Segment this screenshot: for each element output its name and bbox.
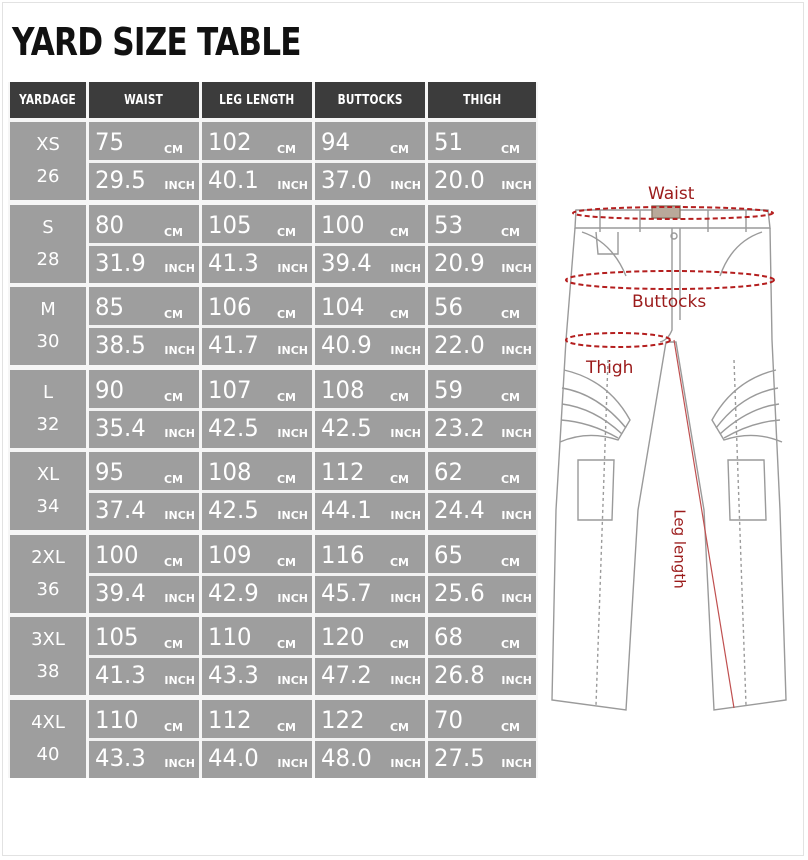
unit-cm: CM bbox=[389, 225, 409, 239]
unit-inch: INCH bbox=[277, 509, 308, 522]
leg-cell bbox=[202, 617, 312, 695]
thigh-cm-value: 56 bbox=[434, 293, 464, 321]
size-table bbox=[8, 82, 538, 778]
unit-cm: CM bbox=[163, 473, 183, 486]
unit-inch: INCH bbox=[390, 179, 421, 192]
unit-cm: CM bbox=[500, 638, 520, 651]
buttocks-cell bbox=[315, 370, 425, 448]
unit-cm: CM bbox=[276, 143, 296, 156]
pants-diagram bbox=[548, 180, 798, 740]
waist-cm-value: 85 bbox=[95, 293, 125, 321]
unit-cm: CM bbox=[389, 555, 409, 569]
waist-inch-value: 41.3 bbox=[95, 661, 146, 689]
unit-inch: INCH bbox=[390, 756, 421, 770]
waist-cell bbox=[89, 700, 199, 778]
unit-inch: INCH bbox=[277, 261, 308, 275]
unit-cm: CM bbox=[500, 555, 520, 569]
table-row bbox=[8, 535, 538, 613]
buttocks-inch-value: 40.9 bbox=[321, 331, 372, 359]
size-cell bbox=[10, 287, 86, 365]
cell-divider bbox=[315, 160, 425, 163]
cell-divider bbox=[202, 160, 312, 163]
thigh-cm-value: 62 bbox=[434, 458, 464, 486]
buttocks-cell bbox=[315, 535, 425, 613]
unit-cm: CM bbox=[500, 308, 520, 321]
unit-inch: INCH bbox=[501, 426, 532, 440]
waist-inch-value: 35.4 bbox=[95, 413, 146, 442]
size-cell bbox=[10, 452, 86, 530]
buttocks-cm-value: 122 bbox=[321, 705, 365, 734]
thigh-cm-value: 70 bbox=[434, 705, 464, 734]
thigh-measure bbox=[566, 333, 670, 347]
cell-divider bbox=[315, 243, 425, 246]
waist-cell bbox=[89, 205, 199, 283]
leg-cm-value: 108 bbox=[208, 458, 252, 486]
unit-inch: INCH bbox=[164, 674, 195, 687]
buttocks-measure bbox=[566, 271, 774, 289]
thigh-inch-value: 26.8 bbox=[434, 661, 485, 689]
unit-cm: CM bbox=[389, 473, 409, 486]
thigh-cell bbox=[428, 452, 536, 530]
cell-divider bbox=[89, 655, 199, 658]
size-number: 34 bbox=[36, 496, 60, 517]
unit-cm: CM bbox=[500, 143, 520, 156]
waist-cm-value: 105 bbox=[95, 623, 139, 651]
waist-cell bbox=[89, 535, 199, 613]
thigh-cell bbox=[428, 370, 536, 448]
unit-inch: INCH bbox=[390, 344, 421, 357]
waist-cm-value: 110 bbox=[95, 705, 139, 734]
buttocks-inch-value: 47.2 bbox=[321, 661, 372, 689]
cell-divider bbox=[202, 408, 312, 411]
thigh-cm-value: 65 bbox=[434, 540, 464, 569]
unit-inch: INCH bbox=[277, 756, 308, 770]
leg-inch-value: 41.3 bbox=[208, 248, 259, 277]
leg-cell bbox=[202, 205, 312, 283]
waist-cm-value: 100 bbox=[95, 540, 139, 569]
unit-inch: INCH bbox=[501, 674, 532, 687]
table-row bbox=[8, 617, 538, 695]
unit-cm: CM bbox=[500, 225, 520, 239]
thigh-inch-value: 23.2 bbox=[434, 413, 485, 442]
leg-cell bbox=[202, 287, 312, 365]
leg-cell bbox=[202, 535, 312, 613]
pants-outline bbox=[552, 206, 786, 710]
buttocks-inch-value: 42.5 bbox=[321, 413, 372, 442]
unit-cm: CM bbox=[276, 390, 296, 404]
thigh-inch-value: 20.9 bbox=[434, 248, 485, 277]
unit-inch: INCH bbox=[277, 344, 308, 357]
buttocks-cm-value: 104 bbox=[321, 293, 365, 321]
leg-inch-value: 40.1 bbox=[208, 166, 259, 194]
unit-inch: INCH bbox=[501, 591, 532, 605]
buttocks-cm-value: 108 bbox=[321, 375, 365, 404]
waist-cell bbox=[89, 370, 199, 448]
waist-cm-value: 75 bbox=[95, 128, 125, 156]
thigh-inch-value: 20.0 bbox=[434, 166, 485, 194]
leg-cm-value: 110 bbox=[208, 623, 252, 651]
unit-cm: CM bbox=[500, 473, 520, 486]
leg-cm-value: 102 bbox=[208, 128, 252, 156]
unit-cm: CM bbox=[163, 308, 183, 321]
cell-divider bbox=[428, 490, 536, 493]
waist-cm-value: 90 bbox=[95, 375, 125, 404]
cell-divider bbox=[428, 325, 536, 328]
cell-divider bbox=[202, 655, 312, 658]
unit-inch: INCH bbox=[164, 756, 195, 770]
unit-inch: INCH bbox=[501, 756, 532, 770]
thigh-cm-value: 68 bbox=[434, 623, 464, 651]
unit-cm: CM bbox=[389, 308, 409, 321]
leg-cm-value: 107 bbox=[208, 375, 252, 404]
cell-divider bbox=[89, 160, 199, 163]
waist-inch-value: 37.4 bbox=[95, 496, 146, 524]
unit-cm: CM bbox=[163, 390, 183, 404]
unit-cm: CM bbox=[276, 555, 296, 569]
cell-divider bbox=[315, 655, 425, 658]
buttocks-cm-value: 120 bbox=[321, 623, 365, 651]
thigh-inch-value: 25.6 bbox=[434, 578, 485, 607]
unit-cm: CM bbox=[389, 390, 409, 404]
header-yardage: YARDAGE bbox=[10, 82, 86, 118]
cell-divider bbox=[202, 490, 312, 493]
cell-divider bbox=[202, 243, 312, 246]
waist-inch-value: 39.4 bbox=[95, 578, 146, 607]
unit-inch: INCH bbox=[277, 674, 308, 687]
size-cell bbox=[10, 205, 86, 283]
cell-divider bbox=[428, 573, 536, 576]
thigh-inch-value: 27.5 bbox=[434, 743, 485, 772]
buttocks-cm-value: 94 bbox=[321, 128, 351, 156]
cell-divider bbox=[89, 408, 199, 411]
size-label: 2XL bbox=[31, 546, 65, 568]
leg-length-label: Leg length bbox=[670, 509, 689, 589]
leg-cm-value: 106 bbox=[208, 293, 252, 321]
cell-divider bbox=[315, 325, 425, 328]
page-title: YARD SIZE TABLE bbox=[12, 20, 301, 64]
size-label: L bbox=[42, 381, 54, 403]
table-row bbox=[8, 205, 538, 283]
buttocks-cm-value: 100 bbox=[321, 210, 365, 239]
cell-divider bbox=[89, 738, 199, 741]
unit-cm: CM bbox=[389, 638, 409, 651]
thigh-cm-value: 51 bbox=[434, 128, 464, 156]
cell-divider bbox=[202, 573, 312, 576]
unit-inch: INCH bbox=[390, 509, 421, 522]
buttocks-inch-value: 37.0 bbox=[321, 166, 372, 194]
cell-divider bbox=[89, 325, 199, 328]
unit-inch: INCH bbox=[501, 261, 532, 275]
unit-inch: INCH bbox=[164, 591, 195, 605]
unit-cm: CM bbox=[163, 225, 183, 239]
leg-cm-value: 105 bbox=[208, 210, 252, 239]
unit-inch: INCH bbox=[164, 261, 195, 275]
leg-cell bbox=[202, 370, 312, 448]
unit-cm: CM bbox=[389, 720, 409, 734]
thigh-inch-value: 24.4 bbox=[434, 496, 485, 524]
buttocks-cell bbox=[315, 122, 425, 200]
cell-divider bbox=[428, 408, 536, 411]
buttocks-cell bbox=[315, 205, 425, 283]
waist-label: Waist bbox=[648, 184, 695, 204]
buttocks-inch-value: 39.4 bbox=[321, 248, 372, 277]
size-number: 28 bbox=[36, 248, 60, 270]
unit-inch: INCH bbox=[390, 591, 421, 605]
cell-divider bbox=[89, 243, 199, 246]
unit-cm: CM bbox=[276, 308, 296, 321]
size-label: 3XL bbox=[31, 629, 65, 650]
unit-cm: CM bbox=[500, 390, 520, 404]
header-thigh: THIGH bbox=[428, 82, 536, 118]
leg-inch-value: 44.0 bbox=[208, 743, 259, 772]
unit-inch: INCH bbox=[390, 426, 421, 440]
size-cell bbox=[10, 535, 86, 613]
unit-inch: INCH bbox=[501, 509, 532, 522]
thigh-cell bbox=[428, 535, 536, 613]
cell-divider bbox=[315, 573, 425, 576]
waist-inch-value: 43.3 bbox=[95, 743, 146, 772]
waist-inch-value: 31.9 bbox=[95, 248, 146, 277]
unit-cm: CM bbox=[163, 638, 183, 651]
thigh-inch-value: 22.0 bbox=[434, 331, 485, 359]
size-cell bbox=[10, 122, 86, 200]
cell-divider bbox=[428, 655, 536, 658]
size-label: XL bbox=[36, 464, 60, 485]
thigh-cell bbox=[428, 700, 536, 778]
waist-cell bbox=[89, 287, 199, 365]
buttocks-cell bbox=[315, 700, 425, 778]
leg-inch-value: 43.3 bbox=[208, 661, 259, 689]
table-row bbox=[8, 122, 538, 200]
cell-divider bbox=[428, 738, 536, 741]
thigh-cell bbox=[428, 205, 536, 283]
buttocks-label: Buttocks bbox=[632, 292, 707, 312]
buttocks-cell bbox=[315, 452, 425, 530]
cell-divider bbox=[202, 325, 312, 328]
size-number: 40 bbox=[36, 743, 60, 765]
header-waist: WAIST bbox=[89, 82, 199, 118]
leg-cell bbox=[202, 700, 312, 778]
cell-divider bbox=[428, 160, 536, 163]
thigh-cm-value: 59 bbox=[434, 375, 464, 404]
cell-divider bbox=[315, 408, 425, 411]
unit-inch: INCH bbox=[390, 674, 421, 687]
waist-cm-value: 80 bbox=[95, 210, 125, 239]
leg-cell bbox=[202, 122, 312, 200]
waist-inch-value: 38.5 bbox=[95, 331, 146, 359]
table-row bbox=[8, 700, 538, 778]
cell-divider bbox=[202, 738, 312, 741]
leg-cell bbox=[202, 452, 312, 530]
unit-cm: CM bbox=[276, 720, 296, 734]
leg-inch-value: 42.5 bbox=[208, 496, 259, 524]
unit-inch: INCH bbox=[164, 179, 195, 192]
waist-cell bbox=[89, 617, 199, 695]
unit-cm: CM bbox=[276, 473, 296, 486]
size-number: 38 bbox=[36, 661, 60, 682]
size-cell bbox=[10, 700, 86, 778]
waist-cell bbox=[89, 122, 199, 200]
size-label: S bbox=[42, 216, 54, 238]
buttocks-cm-value: 116 bbox=[321, 540, 365, 569]
thigh-cell bbox=[428, 287, 536, 365]
buttocks-inch-value: 45.7 bbox=[321, 578, 372, 607]
thigh-cell bbox=[428, 122, 536, 200]
unit-inch: INCH bbox=[501, 179, 532, 192]
size-number: 30 bbox=[36, 331, 60, 352]
waist-cell bbox=[89, 452, 199, 530]
table-row bbox=[8, 287, 538, 365]
cell-divider bbox=[428, 243, 536, 246]
size-cell bbox=[10, 617, 86, 695]
unit-inch: INCH bbox=[277, 426, 308, 440]
unit-inch: INCH bbox=[277, 179, 308, 192]
table-row bbox=[8, 370, 538, 448]
size-label: 4XL bbox=[31, 711, 65, 733]
cell-divider bbox=[315, 490, 425, 493]
thigh-cm-value: 53 bbox=[434, 210, 464, 239]
unit-cm: CM bbox=[163, 555, 183, 569]
size-cell bbox=[10, 370, 86, 448]
cell-divider bbox=[315, 738, 425, 741]
buttocks-cell bbox=[315, 287, 425, 365]
unit-cm: CM bbox=[163, 143, 183, 156]
thigh-label: Thigh bbox=[586, 358, 634, 378]
buttocks-inch-value: 48.0 bbox=[321, 743, 372, 772]
table-row bbox=[8, 452, 538, 530]
unit-cm: CM bbox=[389, 143, 409, 156]
unit-cm: CM bbox=[276, 225, 296, 239]
header-leg-length: LEG LENGTH bbox=[202, 82, 312, 118]
unit-inch: INCH bbox=[164, 344, 195, 357]
unit-inch: INCH bbox=[390, 261, 421, 275]
unit-cm: CM bbox=[500, 720, 520, 734]
unit-inch: INCH bbox=[501, 344, 532, 357]
unit-inch: INCH bbox=[277, 591, 308, 605]
size-number: 26 bbox=[36, 166, 60, 187]
buttocks-cell bbox=[315, 617, 425, 695]
cell-divider bbox=[89, 490, 199, 493]
waist-inch-value: 29.5 bbox=[95, 166, 146, 194]
unit-inch: INCH bbox=[164, 509, 195, 522]
cell-divider bbox=[89, 573, 199, 576]
size-label: M bbox=[40, 299, 56, 320]
leg-inch-value: 41.7 bbox=[208, 331, 259, 359]
leg-cm-value: 112 bbox=[208, 705, 252, 734]
unit-cm: CM bbox=[163, 720, 183, 734]
leg-inch-value: 42.5 bbox=[208, 413, 259, 442]
size-number: 36 bbox=[36, 578, 60, 600]
leg-cm-value: 109 bbox=[208, 540, 252, 569]
buttocks-cm-value: 112 bbox=[321, 458, 365, 486]
size-label: XS bbox=[36, 134, 60, 155]
unit-cm: CM bbox=[276, 638, 296, 651]
size-number: 32 bbox=[36, 413, 60, 435]
header-buttocks: BUTTOCKS bbox=[315, 82, 425, 118]
unit-inch: INCH bbox=[164, 426, 195, 440]
buttocks-inch-value: 44.1 bbox=[321, 496, 372, 524]
thigh-cell bbox=[428, 617, 536, 695]
waist-cm-value: 95 bbox=[95, 458, 125, 486]
leg-inch-value: 42.9 bbox=[208, 578, 259, 607]
